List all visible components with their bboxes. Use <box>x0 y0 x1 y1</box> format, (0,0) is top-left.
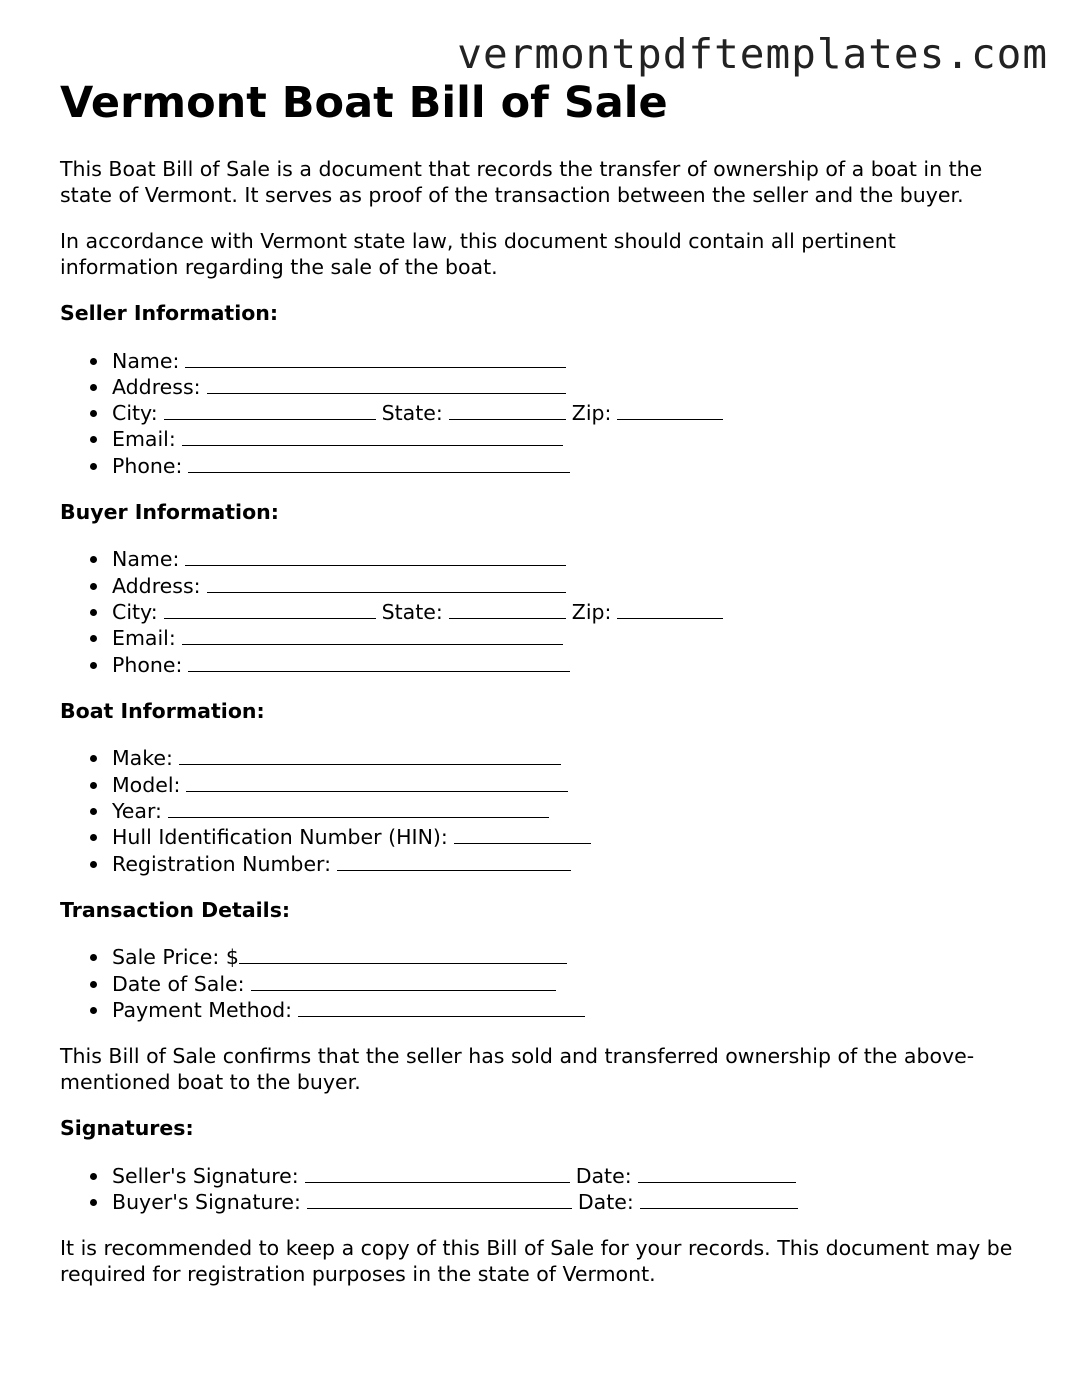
seller-phone-item <box>112 453 1020 479</box>
seller-name-label: Name: <box>112 348 180 373</box>
seller-zip-field[interactable] <box>617 400 723 420</box>
intro-paragraph-2: In accordance with Vermont state law, this document should contain all pertinent information regarding the sale of the boat. <box>60 229 896 279</box>
boat-year-label: Year: <box>112 799 162 824</box>
seller-email-field[interactable] <box>182 426 563 446</box>
boat-make-field[interactable] <box>179 745 561 765</box>
seller-name-field[interactable] <box>185 348 566 368</box>
seller-email-item <box>112 426 1020 452</box>
buyer-section-heading: Buyer Information: <box>60 499 279 524</box>
page-title: Vermont Boat Bill of Sale <box>60 78 668 128</box>
buyer-email-label: Email: <box>112 626 176 651</box>
boat-make-item <box>112 745 1020 771</box>
buyer-phone-item <box>112 652 1020 678</box>
boat-hin-label: Hull Identification Number (HIN): <box>112 825 448 850</box>
seller-signature-field[interactable] <box>305 1163 570 1183</box>
seller-name-item <box>112 348 1020 374</box>
seller-address-item <box>112 374 1020 400</box>
sale-date-label: Date of Sale: <box>112 971 245 996</box>
buyer-signature-label: Buyer's Signature: <box>112 1190 301 1215</box>
seller-signature-item <box>112 1163 1020 1189</box>
boat-section-heading: Boat Information: <box>60 698 265 723</box>
seller-fields-list <box>60 348 1020 479</box>
signatures-section-heading: Signatures: <box>60 1116 194 1141</box>
seller-signature-date-label: Date: <box>575 1163 632 1188</box>
boat-make-label: Make: <box>112 746 173 771</box>
boat-hin-field[interactable] <box>454 824 591 844</box>
boat-year-field[interactable] <box>168 798 549 818</box>
buyer-phone-field[interactable] <box>188 652 570 672</box>
seller-phone-field[interactable] <box>188 453 570 473</box>
boat-registration-field[interactable] <box>337 851 571 871</box>
buyer-zip-label: Zip: <box>571 600 612 625</box>
seller-city-item <box>112 400 1020 426</box>
signatures-list <box>60 1163 1020 1216</box>
sale-price-label: Sale Price: $ <box>112 945 239 970</box>
buyer-city-item <box>112 599 1020 625</box>
buyer-signature-date-field[interactable] <box>640 1189 798 1209</box>
seller-address-label: Address: <box>112 374 201 399</box>
boat-year-item <box>112 798 1020 824</box>
buyer-signature-date-label: Date: <box>577 1190 634 1215</box>
sale-date-field[interactable] <box>251 971 556 991</box>
seller-signature-date-field[interactable] <box>638 1163 796 1183</box>
seller-signature-label: Seller's Signature: <box>112 1163 299 1188</box>
buyer-fields-list <box>60 546 1020 677</box>
buyer-address-field[interactable] <box>207 573 566 593</box>
transaction-section-heading: Transaction Details: <box>60 897 291 922</box>
buyer-address-item <box>112 573 1020 599</box>
buyer-address-label: Address: <box>112 573 201 598</box>
document-page <box>60 78 1020 1287</box>
sale-price-item <box>112 944 1020 970</box>
seller-email-label: Email: <box>112 427 176 452</box>
buyer-city-label: City: <box>112 600 158 625</box>
closing-paragraph: It is recommended to keep a copy of this Bill of Sale for your records. This document may be required for registration purposes in the state of Vermont. <box>60 1236 1013 1286</box>
seller-zip-label: Zip: <box>571 401 612 426</box>
sale-date-item <box>112 971 1020 997</box>
seller-address-field[interactable] <box>207 374 566 394</box>
seller-phone-label: Phone: <box>112 453 183 478</box>
payment-method-field[interactable] <box>298 997 585 1017</box>
buyer-city-field[interactable] <box>164 599 376 619</box>
buyer-signature-field[interactable] <box>307 1189 572 1209</box>
seller-state-label: State: <box>381 401 443 426</box>
boat-fields-list <box>60 745 1020 876</box>
seller-state-field[interactable] <box>449 400 566 420</box>
boat-hin-item <box>112 824 1020 850</box>
buyer-email-item <box>112 625 1020 651</box>
confirmation-paragraph: This Bill of Sale confirms that the seller has sold and transferred ownership of the above-mentioned boat to the buyer. <box>60 1044 975 1094</box>
transaction-fields-list <box>60 944 1020 1023</box>
buyer-name-field[interactable] <box>185 546 566 566</box>
buyer-state-label: State: <box>381 600 443 625</box>
buyer-phone-label: Phone: <box>112 652 183 677</box>
buyer-state-field[interactable] <box>449 599 566 619</box>
boat-registration-item <box>112 851 1020 877</box>
buyer-signature-item <box>112 1189 1020 1215</box>
boat-model-item <box>112 772 1020 798</box>
buyer-zip-field[interactable] <box>617 599 723 619</box>
payment-method-label: Payment Method: <box>112 998 293 1023</box>
sale-price-field[interactable] <box>239 944 567 964</box>
watermark-text: vermontpdftemplates.com <box>457 30 1048 78</box>
intro-paragraph-1: This Boat Bill of Sale is a document that records the transfer of ownership of a boat in the state of Vermont. It serves as proof of the transaction between the seller and the buyer. <box>60 157 983 207</box>
boat-model-label: Model: <box>112 772 181 797</box>
boat-registration-label: Registration Number: <box>112 851 332 876</box>
seller-section-heading: Seller Information: <box>60 301 279 325</box>
seller-city-field[interactable] <box>164 400 376 420</box>
payment-method-item <box>112 997 1020 1023</box>
buyer-name-item <box>112 546 1020 572</box>
boat-model-field[interactable] <box>186 772 568 792</box>
buyer-email-field[interactable] <box>182 625 563 645</box>
seller-city-label: City: <box>112 401 158 426</box>
buyer-name-label: Name: <box>112 547 180 572</box>
